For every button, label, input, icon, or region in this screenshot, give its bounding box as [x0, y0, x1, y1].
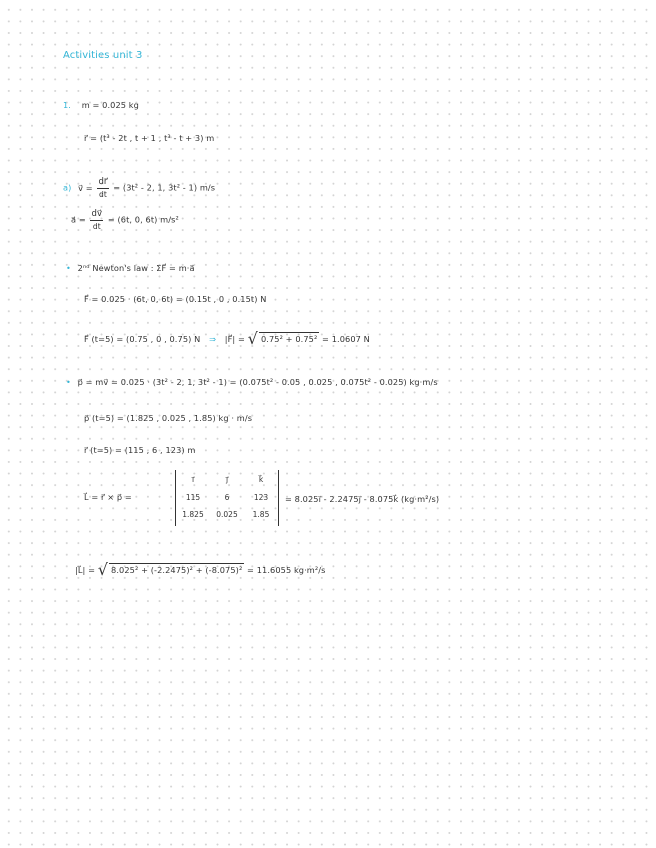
force-at-t5: F⃗ (t=5) = (0.75 , 0 , 0.75) N [84, 334, 201, 344]
newton-heading-line [66, 263, 195, 273]
newton-bullet: • [66, 263, 71, 273]
acceleration-lhs: a⃗ = [71, 214, 86, 225]
force-magnitude-lhs: |F⃗| = [224, 334, 245, 344]
matrix-cell: 1.85 [252, 510, 270, 519]
cross-product-determinant [175, 470, 279, 526]
acceleration-derivative [90, 210, 103, 230]
matrix-cell: 123 [253, 493, 269, 502]
matrix-cell: k⃗ [258, 475, 264, 484]
force-magnitude-radicand: 0.75² + 0.75² [260, 334, 318, 344]
acceleration-line [71, 210, 179, 230]
momentum-bullet: • [66, 377, 71, 387]
mass-value: m = 0.025 kg [81, 100, 139, 110]
angular-momentum-magnitude-line [75, 560, 326, 579]
force-magnitude-rhs: = 1.0607 N [322, 334, 370, 344]
sqrt-icon: √ [247, 329, 258, 348]
velocity-derivative-numerator: dr⃗ [98, 177, 108, 187]
matrix-cell: 1.825 [182, 510, 204, 519]
velocity-lhs: v⃗ = [78, 182, 93, 193]
velocity-rhs: = (3t² - 2, 1, 3t² - 1) m/s [113, 182, 216, 193]
acceleration-derivative-numerator: dv⃗ [91, 209, 103, 219]
part-a-label: a) [63, 182, 72, 193]
angular-momentum-lhs: L⃗ = r⃗ × p⃗ = [84, 492, 132, 502]
acceleration-rhs: = (6t, 0, 6t) m/s² [107, 214, 179, 225]
angular-momentum-radicand: 8.025² + (-2.2475)² + (-8.075)² [111, 565, 243, 575]
velocity-derivative [97, 178, 108, 198]
matrix-cell: i⃗ [191, 475, 195, 484]
problem-number: 1. [63, 100, 72, 110]
position-vector: r⃗ = (t³ - 2t , t + 1 , t³ - t + 3) m [84, 133, 215, 143]
velocity-line [63, 178, 215, 198]
force-at-t5-line [84, 329, 370, 348]
momentum-definition: p⃗ = mv⃗ = 0.025 · (3t² - 2, 1, 3t² - 1) = (0.075t² - 0.05 , 0.025 , 0.075t² - 0.025) kg·m/s [77, 377, 438, 387]
angular-momentum-magnitude-rhs: = 11.6055 kg·m²/s [247, 565, 326, 575]
sqrt-icon: √ [97, 560, 109, 579]
position-at-t5: r⃗ (t=5) = (115 , 6 , 123) m [84, 445, 196, 455]
given-mass-line [63, 100, 139, 110]
implies-arrow: ⇒ [209, 334, 217, 344]
matrix-cell: 6 [224, 493, 230, 502]
matrix-cell: 115 [185, 493, 201, 502]
velocity-derivative-denominator: dt [99, 189, 107, 199]
momentum-definition-line [66, 377, 438, 387]
acceleration-derivative-denominator: dt [92, 221, 101, 231]
matrix-cell: 0.025 [216, 510, 238, 519]
angular-momentum-magnitude-lhs: |L⃗| = [75, 565, 96, 575]
page-title: Activities unit 3 [63, 50, 143, 61]
newton-heading: 2ⁿᵈ Newton's law : ΣF⃗ = m·a⃗ [77, 263, 195, 273]
angular-momentum-result: = 8.025i⃗ - 2.2475j⃗ - 8.075k⃗ (kg·m²/s) [285, 494, 440, 504]
force-expression: F⃗ = 0.025 · (6t, 0, 6t) = (0.15t , 0 , 0.15t) N [84, 294, 267, 304]
momentum-at-t5: p⃗ (t=5) = (1.825 , 0.025 , 1.85) kg · m/s [84, 413, 253, 423]
matrix-cell: j⃗ [225, 475, 229, 484]
